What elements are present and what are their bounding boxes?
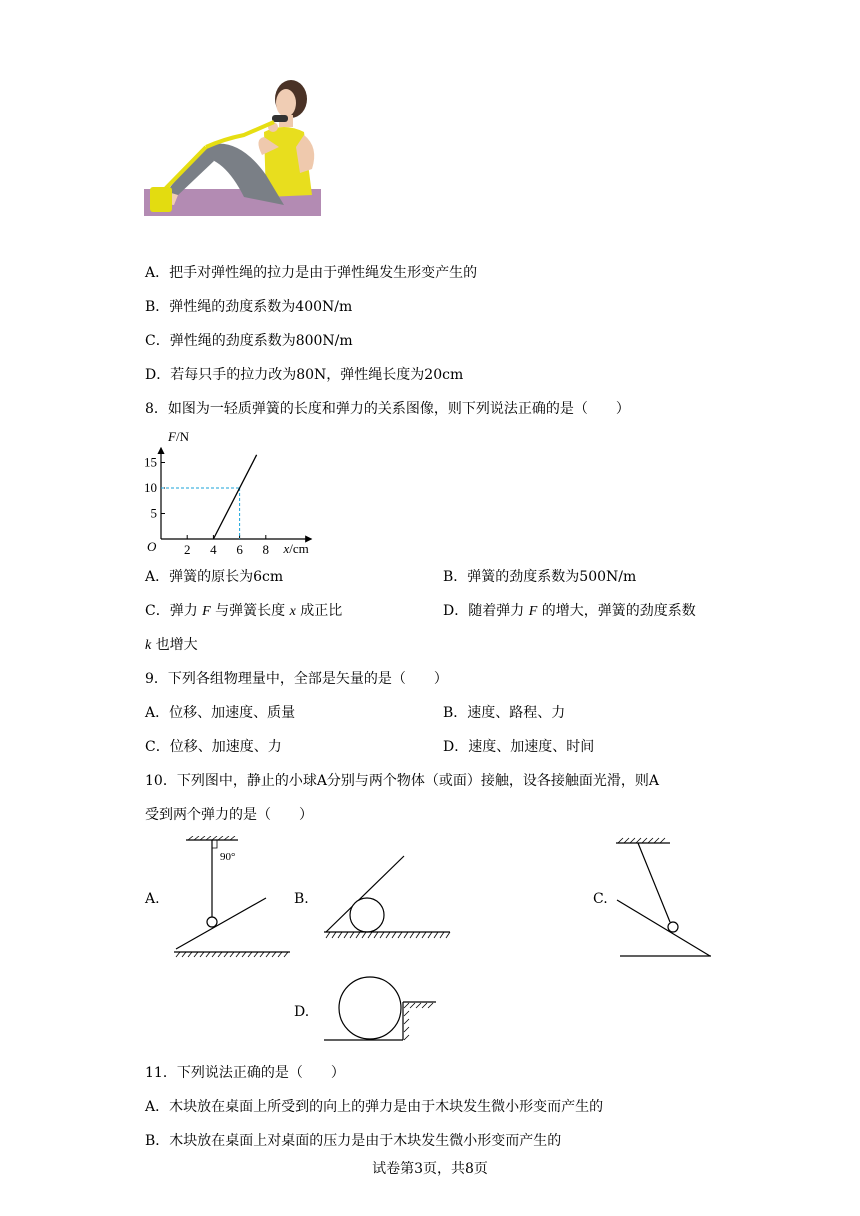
q7-option-c: C．弹性绳的劲度系数为800N/m bbox=[145, 333, 353, 349]
q11-option-b: B．木块放在桌面上对桌面的压力是由于木块发生微小形变而产生的 bbox=[145, 1133, 562, 1149]
q7-option-a: A．把手对弹性绳的拉力是由于弹性绳发生形变产生的 bbox=[145, 265, 478, 281]
x-tick-label: 4 bbox=[210, 542, 217, 557]
q11-stem: 11．下列说法正确的是（ ） bbox=[145, 1065, 345, 1081]
page-footer: 试卷第3页，共8页 bbox=[372, 1161, 488, 1177]
q8-option-d-cont bbox=[145, 635, 198, 656]
q10-figure-d bbox=[320, 972, 440, 1050]
y-tick-label: 10 bbox=[144, 480, 157, 495]
q8-c-mid: 与弹簧长度 bbox=[210, 603, 290, 619]
q10-figure-b bbox=[320, 852, 455, 944]
q10-label-b: B. bbox=[294, 891, 309, 907]
right-angle-label: 90° bbox=[220, 851, 236, 863]
q8-d-pre: D．随着弹力 bbox=[443, 603, 529, 619]
x-axis-label: x/cm bbox=[283, 541, 309, 556]
y-axis-label: F/N bbox=[168, 429, 189, 444]
x-tick-label: 8 bbox=[262, 542, 270, 557]
q8-option-d bbox=[443, 601, 696, 622]
q8-d-post: 的增大，弹簧的劲度系数 bbox=[537, 603, 696, 619]
q10-stem-2: 受到两个弹力的是（ ） bbox=[145, 807, 313, 823]
q10-label-c: C. bbox=[593, 891, 608, 907]
q9-option-c: C．位移、加速度、力 bbox=[145, 739, 282, 755]
y-tick-label: 15 bbox=[144, 454, 157, 470]
q7-option-b: B．弹性绳的劲度系数为400N/m bbox=[145, 299, 353, 315]
q8-d-k: k bbox=[145, 638, 152, 653]
spring-force-length-chart bbox=[142, 425, 332, 560]
origin-label: O bbox=[147, 539, 157, 554]
q8-c-pre: C．弹力 bbox=[145, 603, 203, 619]
y-tick-label: 5 bbox=[150, 505, 157, 521]
q10-label-d: D. bbox=[294, 1004, 310, 1020]
q8-option-a: A．弹簧的原长为6cm bbox=[145, 569, 284, 585]
q11-option-a: A．木块放在桌面上所受到的向上的弹力是由于木块发生微小形变而产生的 bbox=[145, 1099, 604, 1115]
q9-stem: 9．下列各组物理量中，全部是矢量的是（ ） bbox=[145, 671, 448, 687]
x-tick-label: 2 bbox=[183, 542, 191, 557]
q8-stem: 8．如图为一轻质弹簧的长度和弹力的关系图像，则下列说法正确的是（ ） bbox=[145, 401, 630, 417]
q8-c-x: x bbox=[289, 604, 296, 619]
q8-d-end: 也增大 bbox=[151, 637, 198, 653]
q8-c-post: 成正比 bbox=[295, 603, 343, 619]
q8-option-b: B．弹簧的劲度系数为500N/m bbox=[443, 569, 637, 585]
q9-option-b: B．速度、路程、力 bbox=[443, 705, 566, 721]
x-tick-label: 6 bbox=[236, 542, 243, 557]
data-line bbox=[213, 455, 256, 539]
q10-figure-a bbox=[170, 836, 295, 960]
q10-figure-c bbox=[612, 836, 717, 960]
q7-option-d: D．若每只手的拉力改为80N，弹性绳长度为20cm bbox=[145, 367, 464, 383]
q8-option-c bbox=[145, 601, 342, 622]
q9-option-d: D．速度、加速度、时间 bbox=[443, 739, 595, 755]
q8-c-f: F bbox=[202, 604, 211, 619]
q10-label-a: A. bbox=[145, 891, 160, 907]
q9-option-a: A．位移、加速度、质量 bbox=[145, 705, 296, 721]
exercise-photo bbox=[144, 77, 321, 216]
q8-d-f: F bbox=[528, 604, 538, 619]
q10-stem-1: 10．下列图中，静止的小球A分别与两个物体（或面）接触，设各接触面光滑，则A bbox=[145, 773, 660, 789]
